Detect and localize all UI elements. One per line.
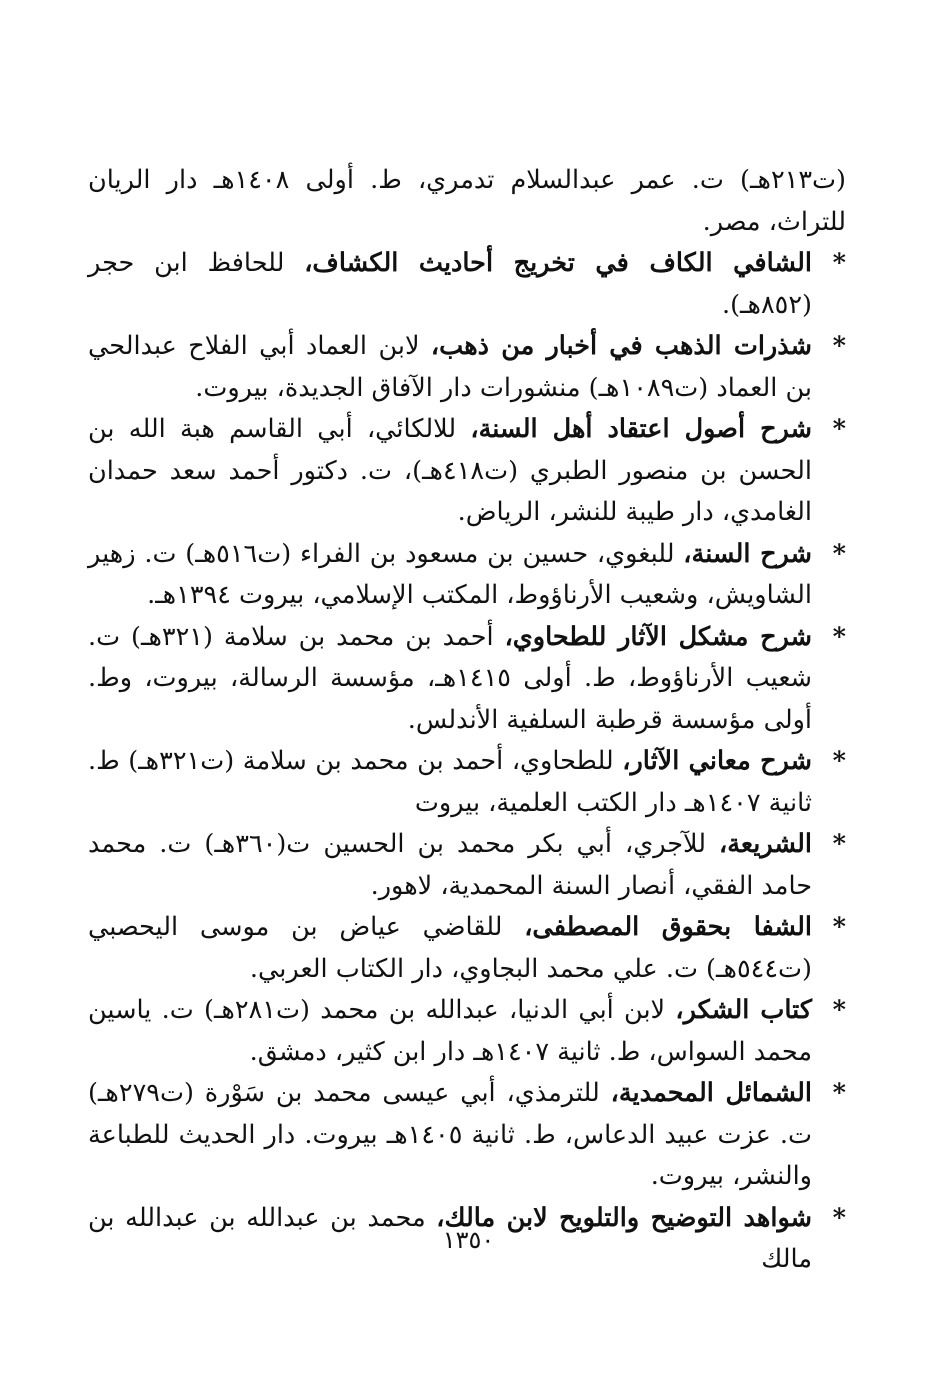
entry-text: لابن أبي الدنيا، عبدالله بن محمد (ت٢٨١هـ) ت. ياسين محمد السواس، ط. ثانية ١٤٠٧هـ دار ابن كثير، دمشق. [88, 995, 812, 1067]
entry-title: كتاب الشكر، [675, 995, 812, 1025]
bibliography-entry [88, 741, 846, 824]
entry-title: الشافي الكاف في تخريج أحاديث الكشاف، [304, 248, 812, 278]
bibliography-entry [88, 824, 846, 907]
entry-title: شرح السنة، [683, 538, 812, 569]
entry-text: أحمد بن محمد بن سلامة (٣٢١هـ) ت. شعيب الأرناؤوط، ط. أولى ١٤١٥هـ، مؤسسة الرسالة، بيروت، وط. أولى مؤسسة قرطبة السلفية الأندلس. [88, 621, 812, 735]
page-number: ١٣٥٠ [442, 1226, 495, 1254]
asterisk-bullet-icon: * [832, 538, 846, 569]
entry-title: شذرات الذهب في أخبار من ذهب، [430, 331, 812, 361]
entry-text: لابن العماد أبي الفلاح عبدالحي بن العماد (ت١٠٨٩هـ) منشورات دار الآفاق الجديدة، بيروت. [88, 331, 812, 403]
bibliography-entry [88, 990, 846, 1073]
asterisk-bullet-icon: * [832, 621, 846, 652]
bibliography-entry [88, 1073, 846, 1198]
asterisk-bullet-icon: * [832, 829, 847, 859]
entry-title: شواهد التوضيح والتلويح لابن مالك، [436, 1202, 812, 1233]
entry-title: الشمائل المحمدية، [610, 1078, 812, 1108]
entry-title: شرح أصول اعتقاد أهل السنة، [470, 414, 812, 444]
asterisk-bullet-icon: * [832, 1078, 846, 1108]
bibliography-entry [88, 534, 846, 617]
entry-text: للترمذي، أبي عيسى محمد بن سَوْرة (ت٢٧٩هـ) ت. عزت عبيد الدعاس، ط. ثانية ١٤٠٥هـ بيروت. دار الحديث للطباعة والنشر، بيروت. [88, 1078, 812, 1191]
entry-text: محمد بن عبدالله بن عبدالله بن مالك [88, 1202, 812, 1274]
bibliography-entry [88, 409, 846, 534]
entry-text: للحافظ ابن حجر (٨٥٢هـ). [88, 248, 812, 320]
asterisk-bullet-icon: * [832, 248, 846, 278]
bibliography-entry [88, 617, 846, 742]
continuation-paragraph: (ت٢١٣هـ) ت. عمر عبدالسلام تدمري، ط. أولى ١٤٠٨هـ دار الريان للتراث، مصر. [88, 165, 846, 237]
entry-text: للآجري، أبي بكر محمد بن الحسين ت(٣٦٠هـ) ت. محمد حامد الفقي، أنصار السنة المحمدية، لاهور. [88, 829, 812, 901]
asterisk-bullet-icon: * [832, 331, 846, 361]
asterisk-bullet-icon: * [832, 414, 846, 444]
entry-title: الشريعة، [719, 829, 813, 859]
bibliography-entry [88, 326, 846, 409]
entry-title: الشفا بحقوق المصطفى، [524, 912, 812, 942]
bibliography-entry [88, 243, 846, 326]
asterisk-bullet-icon: * [832, 746, 846, 776]
asterisk-bullet-icon: * [832, 1202, 846, 1233]
asterisk-bullet-icon: * [832, 995, 846, 1025]
entry-text: للبغوي، حسين بن مسعود بن الفراء (ت٥١٦هـ) ت. زهير الشاويش، وشعيب الأرناؤوط، المكتب الإسلامي، بيروت ١٣٩٤هـ. [88, 538, 812, 610]
bibliography-entry [88, 907, 846, 990]
entry-title: شرح معاني الآثار، [622, 746, 812, 776]
bibliography-page [88, 160, 846, 1281]
asterisk-bullet-icon: * [832, 912, 846, 942]
entry-text: للالكائي، أبي القاسم هبة الله بن الحسن بن منصور الطبري (ت٤١٨هـ)، ت. دكتور أحمد سعد حمدان الغامدي، دار طيبة للنشر، الرياض. [88, 414, 812, 527]
entry-text: للطحاوي، أحمد بن محمد بن سلامة (ت٣٢١هـ) ط. ثانية ١٤٠٧هـ دار الكتب العلمية، بيروت [88, 746, 812, 818]
entry-text: للقاضي عياض بن موسى اليحصبي (ت٥٤٤هـ) ت. علي محمد البجاوي، دار الكتاب العربي. [88, 912, 812, 984]
entry-title: شرح مشكل الآثار للطحاوي، [504, 621, 812, 652]
